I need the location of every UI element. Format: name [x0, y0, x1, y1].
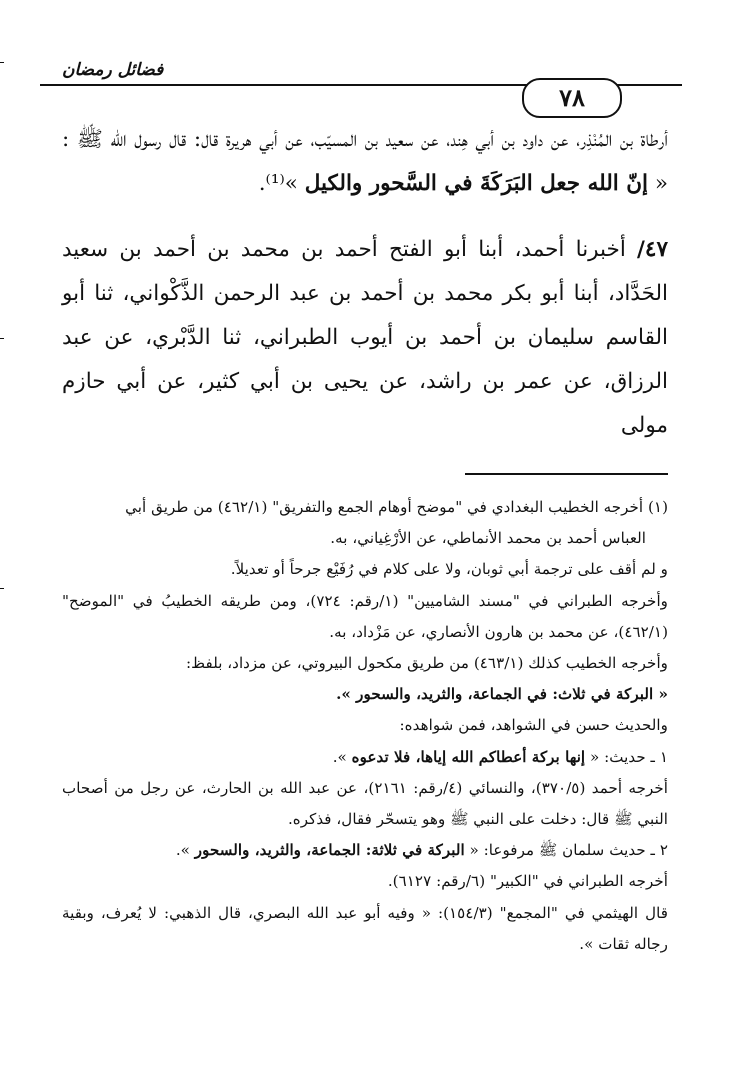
main-text	[62, 118, 668, 448]
scan-edge-mark	[0, 338, 4, 339]
witness-1-source: أخرجه أحمد (٣٧٠/٥)، والنسائي (٤/رقم: ٢١٦١)، عن عبد الله بن الحارث، عن رجل من أصحاب النبي ﷺ قال: دخلت على النبي ﷺ وهو يتسحّر فقال، فذكره.	[62, 778, 668, 829]
witness-1-intro: ١ ـ حديث: «	[585, 747, 668, 766]
witness-2-source: أخرجه الطبراني في "الكبير" (٦/رقم: ٦١٢٧).	[387, 872, 668, 891]
p2-text: أخبرنا أحمد، أبنا أبو الفتح أحمد بن محمد بن أحمد بن سعيد الحَدَّاد، أبنا أبو بكر محمد بن أحمد بن عبد الرحمن الذَّكْواني، ثنا أبو القاسم سليمان بن أحمد بن أيوب الطبراني، ثنا الدَّبْري، عن عبد الرزاق، عن عمر بن راشد، عن يحيى بن أبي كثير، عن أبي حازم مولى	[62, 237, 668, 438]
witness-1-end: ».	[332, 747, 352, 766]
page-number: ٧٨	[522, 78, 622, 118]
witness-2-intro: ٢ ـ حديث سلمان ﷺ مرفوعا: «	[464, 841, 668, 860]
footnote-1: (١) أخرجه الخطيب البغدادي في "موضح أوهام الجمع والتفريق" (٤٦٢/١) من طريق أبي	[125, 498, 668, 516]
footnote-line: و لم أقف على ترجمة أبي ثوبان، ولا على كلام في رُفَيْع جرحاً أو تعديلاً.	[230, 560, 668, 579]
witness-2	[62, 835, 668, 866]
hadith-number: ٤٧/	[637, 237, 668, 262]
p1-text: أرطاة بن المُنْذِر، عن داود بن أبي هِند، عن سعيد بن المسيّب، عن أبي هريرة قال: قال رسول الله ﷺ : «	[62, 127, 668, 196]
page-header	[40, 38, 682, 112]
witness-1	[62, 742, 668, 773]
footnote-1-cont: العباس أحمد بن محمد الأنماطي، عن الأرْغِياني، به.	[330, 529, 646, 548]
witness-2-text: البركة في ثلاثة: الجماعة، والثريد، والسحور	[194, 841, 465, 860]
footnote-line: وأخرجه الطبراني في "مسند الشاميين" (١/رقم: ٧٢٤)، ومن طريقه الخطيبُ في "الموضح" (٤٦٢/١)، عن محمد بن هارون الأنصاري، عن مَزْداد، به.	[62, 591, 668, 641]
witness-2-end: ».	[175, 841, 195, 860]
footnotes	[62, 492, 668, 960]
witness-1-text: إنها بركة أعطاكم الله إياها، فلا تدعوه	[351, 747, 586, 766]
p1-end: »⁽¹⁾.	[258, 171, 305, 196]
paragraph-1	[62, 118, 668, 206]
footnote-line: وأخرجه الخطيب كذلك (٤٦٣/١) من طريق مكحول البيروتي، عن مزداد، بلفظ:	[185, 654, 668, 673]
footnote-quote: « البركة في ثلاث: في الجماعة، والثريد، والسحور ».	[336, 685, 668, 704]
paragraph-2	[62, 228, 668, 448]
footnote-separator	[465, 473, 668, 475]
scan-edge-mark	[0, 588, 4, 589]
book-title: فضائل رمضان	[62, 60, 164, 80]
footnote-line: والحديث حسن في الشواهد، فمن شواهده:	[399, 716, 668, 735]
hadith-text: إنّ الله جعل البَرَكَةَ في السَّحور والكيل	[304, 171, 648, 196]
scan-edge-mark	[0, 62, 4, 63]
witness-2-note: قال الهيثمي في "المجمع" (١٥٤/٣): « وفيه أبو عبد الله البصري، قال الذهبي: لا يُعرف، وبقية رجاله ثقات ».	[62, 903, 668, 953]
